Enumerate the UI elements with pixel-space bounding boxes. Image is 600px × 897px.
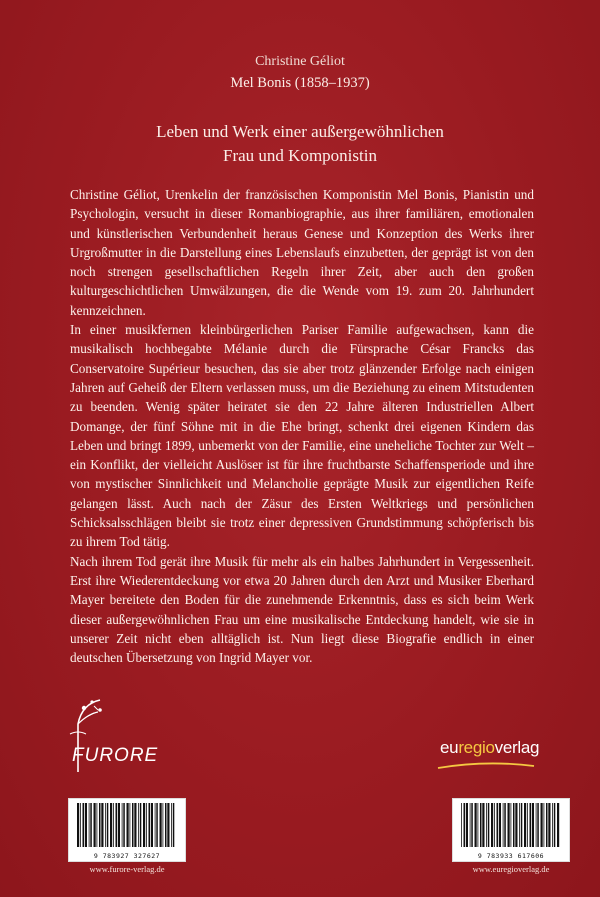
barcode-bar: [504, 803, 506, 847]
barcode-bar: [554, 803, 556, 847]
barcode-bar: [527, 803, 528, 847]
barcode-right: [452, 798, 570, 862]
barcode-bar: [138, 803, 139, 847]
barcode-bar: [140, 803, 142, 847]
barcode-right-icon: [461, 803, 561, 847]
furore-logo: FURORE: [72, 745, 159, 766]
euregio-logo-pre: eu: [440, 738, 459, 757]
barcode-bar: [508, 803, 510, 847]
barcode-bar: [134, 803, 136, 847]
barcode-bar: [90, 803, 92, 847]
barcode-bar: [110, 803, 112, 847]
barcode-bar: [132, 803, 134, 847]
barcode-bar: [149, 803, 151, 847]
barcode-bar: [513, 803, 515, 847]
barcode-bar: [156, 803, 158, 847]
subtitle-line-1: Leben und Werk einer außergewöhnlichen: [156, 122, 444, 141]
barcode-bar: [537, 803, 539, 847]
author-name: Christine Géliot: [255, 54, 345, 69]
barcode-bar: [116, 803, 118, 847]
barcode-bar: [557, 803, 559, 847]
barcode-bar: [524, 803, 526, 847]
barcode-bar: [171, 803, 172, 847]
barcode-bar: [77, 803, 79, 847]
barcode-bar: [471, 803, 473, 847]
barcode-bar: [480, 803, 482, 847]
barcode-bar: [99, 803, 101, 847]
barcode-bar: [113, 803, 114, 847]
barcode-bar: [118, 803, 120, 847]
euregio-logo: [440, 738, 539, 758]
barcode-bar: [165, 803, 167, 847]
barcode-bar: [491, 803, 493, 847]
barcode-bar: [486, 803, 487, 847]
barcode-bar: [143, 803, 145, 847]
euregio-logo-mid: regio: [458, 738, 495, 757]
barcode-bar: [552, 803, 553, 847]
barcode-bar: [515, 803, 517, 847]
barcode-bar: [475, 803, 477, 847]
barcode-bar: [536, 803, 537, 847]
barcode-bar: [521, 803, 523, 847]
barcode-bar: [466, 803, 468, 847]
barcode-bar: [499, 803, 501, 847]
barcode-bar: [478, 803, 479, 847]
subtitle: [0, 120, 600, 168]
subtitle-line-2: Frau und Komponistin: [223, 146, 377, 165]
euregio-swoosh-icon: [436, 760, 536, 770]
euregio-logo-post: verlag: [494, 738, 540, 757]
barcode-bar: [173, 803, 175, 847]
barcode-right-number: 9 783933 617606: [477, 852, 545, 860]
barcode-left-number: 9 783927 327627: [93, 852, 161, 860]
blurb-paragraph: Christine Géliot, Urenkelin der französischen Komponistin Mel Bonis, Pianistin und Psychologin, versucht in dieser Romanbiographie, aus ihrer familiären, emotionalen und künstlerischen Verbundenheit heraus Genese und Konzeption des Werks ihrer Urgroßmutter in die Darstellung eines Lebenslaufs einzubetten, der geprägt ist von den noch strengen gesellschaftlichen Regeln ihrer Zeit, aber auch den großen kulturgeschichtlichen Umwälzungen, die die Wende vom 19. zum 20. Jahrhundert kennzeichnen.: [70, 187, 534, 318]
barcode-bar: [541, 803, 543, 847]
barcode-bar: [167, 803, 169, 847]
furore-url[interactable]: www.furore-verlag.de: [89, 864, 165, 874]
barcode-bar: [532, 803, 534, 847]
barcode-bar: [80, 803, 81, 847]
book-title: Mel Bonis (1858–1937): [230, 75, 370, 91]
barcode-bar: [482, 803, 484, 847]
barcode-bar: [503, 803, 504, 847]
blurb-text: [70, 185, 534, 667]
barcode-bar: [123, 803, 125, 847]
barcode-bar: [464, 803, 466, 847]
barcode-bar: [130, 803, 131, 847]
barcode-bar: [105, 803, 106, 847]
barcode-bar: [155, 803, 156, 847]
barcode-bar: [548, 803, 550, 847]
barcode-bar: [89, 803, 90, 847]
barcode-bar: [544, 803, 545, 847]
barcode-bar: [97, 803, 98, 847]
barcode-bar: [160, 803, 162, 847]
barcode-left-icon: [77, 803, 177, 847]
barcode-bar: [470, 803, 471, 847]
barcode-bar: [461, 803, 462, 847]
blurb-paragraph: In einer musikfernen kleinbürgerlichen Pariser Familie aufgewachsen, kann die musikalisch hochbegabte Mélanie durch die Fürsprache César Francks das Conservatoire Supérieur besuchen, das sie aber trotz glänzender Erfolge nach einigen Jahren auf Geheiß der Eltern verlassen muss, um die Beziehung zu einem Mitstudenten zu beenden. Wenig später heiratet sie den 22 Jahre älteren Industriellen Albert Domange, der fünf Söhne mit in die Ehe bringt, schenkt drei eigenen Kindern das Leben und bringt 1899, unbemerkt von der Familie, eine uneheliche Tochter zur Welt – ein Konflikt, der vielleicht Auslöser ist für ihre fruchtbarste Schaffensperiode und ihre von mystischer Sinnlichkeit und Melancholie geprägte Musik zur eigentlichen Reife gelangen lässt. Auch nach der Zäsur des Ersten Weltkriegs und persönlichen Schicksalsschlägen bleibt sie trotz einer depressiven Grundstimmung schöpferisch bis zu ihrem Tod tätig.: [70, 322, 534, 550]
barcode-bar: [94, 803, 96, 847]
barcode-bar: [511, 803, 512, 847]
barcode-bar: [519, 803, 520, 847]
blurb-paragraph: Nach ihrem Tod gerät ihre Musik für mehr als ein halbes Jahrhundert in Vergessenheit. Erst ihre Wiederentdeckung vor etwa 20 Jahren durch den Arzt und Musiker Eberhard Mayer bereitete den Boden für die zunehmende Erkenntnis, dass es sich beim Werk dieser außergewöhnlichen Frau um eine musikalische Entdeckung handelt, wie sie in unserer Zeit nicht eben alltäglich ist. Nun liegt diese Biografie endlich in einer deutschen Übersetzung von Ingrid Mayer vor.: [70, 553, 534, 666]
barcode-bar: [546, 803, 548, 847]
barcode-bar: [146, 803, 147, 847]
barcode-bar: [488, 803, 490, 847]
barcode-bar: [122, 803, 123, 847]
barcode-left: [68, 798, 186, 862]
barcode-bar: [101, 803, 103, 847]
barcode-bar: [107, 803, 109, 847]
barcode-bar: [127, 803, 129, 847]
barcode-bar: [530, 803, 532, 847]
barcode-bar: [151, 803, 153, 847]
barcode-bar: [85, 803, 87, 847]
euregio-url[interactable]: www.euregioverlag.de: [472, 864, 550, 874]
barcode-bar: [494, 803, 495, 847]
barcode-bar: [163, 803, 164, 847]
barcode-bar: [497, 803, 499, 847]
barcode-bar: [83, 803, 85, 847]
